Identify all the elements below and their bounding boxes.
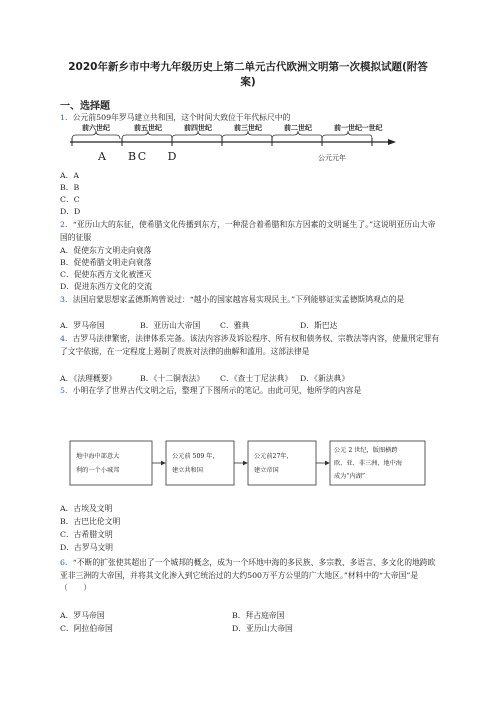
q6-option-b: B．拜占庭帝国 [232,611,285,620]
flow-box-1-line: 地中海中部意大 [76,453,120,460]
timeline-point-b: B [127,150,137,163]
q3-option-d: D．斯巴达 [300,321,338,330]
timeline-braces [72,131,372,139]
q2-option-c: C．促使东西方文化被湮灭 [60,270,152,279]
q4-option-d: D．《新法典》 [300,374,350,383]
q5-option-c: C．古希腊文明 [60,530,113,539]
q5-option-d: D．古罗马文明 [60,543,114,552]
question-4: 4．古罗马法律繁密，法律体系完备。该法内容涉及诉讼程序、所有权和债务权、宗教法等内容，使量刑定罪有了文字依据，在一定程度上遏制了贵族对法律的曲解和滥用。这部法律是 [60,334,440,356]
timeline-figure [60,120,400,165]
question-2: 2．“亚历山大的东征，使希腊文化传播到东方，一种混合着希腊和东方因素的文明诞生了。”这说明亚历山大帝国的征服 [60,220,436,242]
timeline-century-label: 前一世纪 [334,123,362,132]
timeline-arrow [388,139,396,145]
q2-option-a: A．促使东方文明走向衰落 [60,246,152,255]
flow-box-4-line: 公元 2 世纪，版图横跨 [334,447,398,454]
flow-box-2-line: 建立共和国 [172,467,203,474]
flow-box-1 [70,441,152,485]
q5-option-b: B．古巴比伦文明 [60,517,121,526]
question-5: 5．小明在学了世界古代文明之后，整理了下图所示的笔记。由此可见，他所学的内容是 [60,386,362,395]
flow-diagram [60,438,430,493]
flow-box-1-line: 利的一个小城邦 [76,467,120,474]
q1-option-b: B．B [60,183,80,192]
q6-option-c: C．阿拉伯帝国 [60,624,113,633]
timeline-century-label: 前二世纪 [284,123,312,132]
flow-box-2 [166,441,234,485]
q3-option-c: C．雅典 [220,321,250,330]
q1-option-c: C．C [60,195,80,204]
flow-box-3-line: 建立帝国 [254,467,279,474]
timeline-point-a: A [98,150,106,163]
q6-option-a: A．罗马帝国 [60,611,105,620]
timeline-point-d: D [167,150,177,163]
q4-option-a: A．《法理概要》 [60,374,117,383]
timeline-century-label: 前三世纪 [234,123,262,132]
question-3: 3．法国启蒙思想家孟德斯鸠曾说过：“越小的国家越容易实现民主。”下列能够证实孟德斯鸠观点的是 [60,295,405,304]
q1-option-d: D．D [60,207,81,216]
question-1: 1．公元前509年罗马建立共和国，这个时间大致位于年代标尺中的 [60,113,291,122]
q2-option-b: B．促使希腊文明走向衰落 [60,258,152,267]
timeline-century-label: 前四世纪 [184,123,212,132]
flow-box-4-line: 成为“内湖” [334,473,366,480]
q6-option-d: D．亚历山大帝国 [232,624,293,633]
flow-box-3-line: 公元前27年， [254,453,293,460]
q3-option-b: B．亚历山大帝国 [140,321,201,330]
timeline-century-label: 前六世纪 [82,123,110,132]
q4-option-b: B．《十二铜表法》 [140,374,205,383]
timeline-century-label: 前五世纪 [134,123,162,132]
section-heading: 一、选择题 [60,101,110,112]
flow-box-2-line: 公元前 509 年， [172,453,219,460]
q3-option-a: A．罗马帝国 [60,321,105,330]
timeline-century-label: 一世纪 [361,123,383,132]
question-6: 6．“不断的扩张使其超出了一个城邦的概念，成为一个环地中海的多民族、多宗教、多语言、多文化的地跨欧亚非三洲的大帝国，并将其文化渗入到它统治过的大约500万平方公里的广大地区。”材料中的“大帝国”是（ ） [60,558,436,592]
q1-option-a: A．A [60,171,80,180]
q4-option-c: C．《查士丁尼法典》 [220,374,293,383]
flow-box-3 [248,441,316,485]
q5-option-a: A．古埃及文明 [60,504,113,513]
q2-option-d: D．促进东西方文化的交流 [60,282,153,291]
page-title: 2020年新乡市中考九年级历史上第二单元古代欧洲文明第一次模拟试题(附答案) [68,61,428,88]
timeline-ad-label: 公元元年 [318,154,346,162]
timeline-point-c: C [137,150,147,163]
q4-options [60,373,349,384]
flow-box-4-line: 欧、亚、非三洲，地中海 [334,460,403,467]
q3-options [60,320,337,331]
